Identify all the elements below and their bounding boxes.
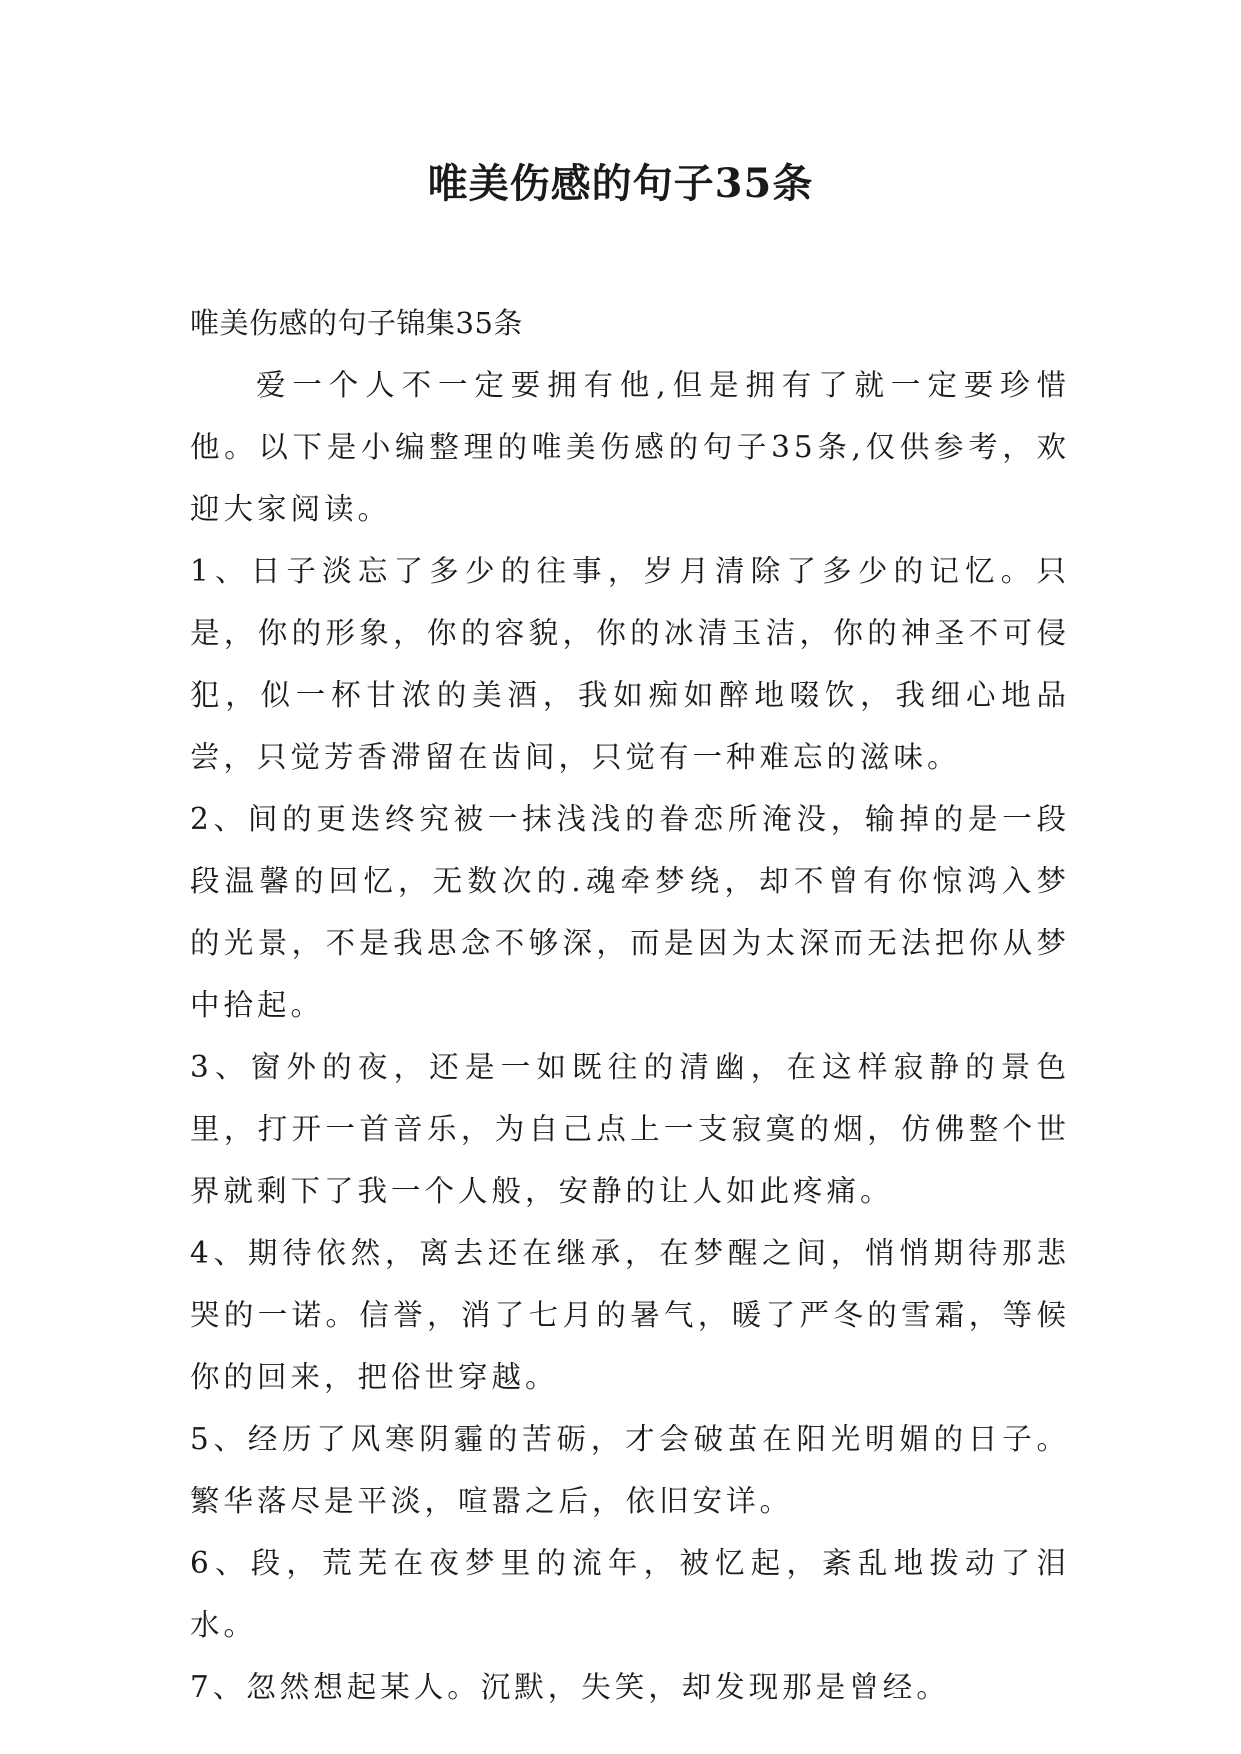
document-body: [190, 292, 1070, 1718]
sentence-item-1: 1、日子淡忘了多少的往事，岁月清除了多少的记忆。只是，你的形象，你的容貌，你的冰清玉洁，你的神圣不可侵犯，似一杯甘浓的美酒，我如痴如醉地啜饮，我细心地品尝，只觉芳香滞留在齿间，只觉有一种难忘的滋味。: [190, 554, 1070, 774]
sentence-item-3: 3、窗外的夜，还是一如既往的清幽，在这样寂静的景色里，打开一首音乐，为自己点上一支寂寞的烟，仿佛整个世界就剩下了我一个人般，安静的让人如此疼痛。: [190, 1050, 1070, 1208]
sentence-item-2: 2、间的更迭终究被一抹浅浅的眷恋所淹没，输掉的是一段段温馨的回忆，无数次的.魂牵梦绕，却不曾有你惊鸿入梦的光景，不是我思念不够深，而是因为太深而无法把你从梦中拾起。: [190, 802, 1070, 1022]
intro-paragraph: 爱一个人不一定要拥有他,但是拥有了就一定要珍惜他。以下是小编整理的唯美伤感的句子35条,仅供参考，欢迎大家阅读。: [190, 368, 1070, 526]
sentence-item-7: 7、忽然想起某人。沉默，失笑，却发现那是曾经。: [190, 1670, 950, 1704]
document-title: 唯美伤感的句子35条: [427, 160, 814, 207]
document-subtitle: 唯美伤感的句子锦集35条: [190, 306, 523, 340]
sentence-item-5: 5、经历了风寒阴霾的苦砺，才会破茧在阳光明媚的日子。繁华落尽是平淡，喧嚣之后，依旧安详。: [190, 1422, 1070, 1518]
sentence-item-4: 4、期待依然，离去还在继承，在梦醒之间，悄悄期待那悲哭的一诺。信誉，消了七月的暑气，暖了严冬的雪霜，等候你的回来，把俗世穿越。: [190, 1236, 1070, 1394]
sentence-item-6: 6、段，荒芜在夜梦里的流年，被忆起，紊乱地拨动了泪水。: [190, 1546, 1070, 1642]
